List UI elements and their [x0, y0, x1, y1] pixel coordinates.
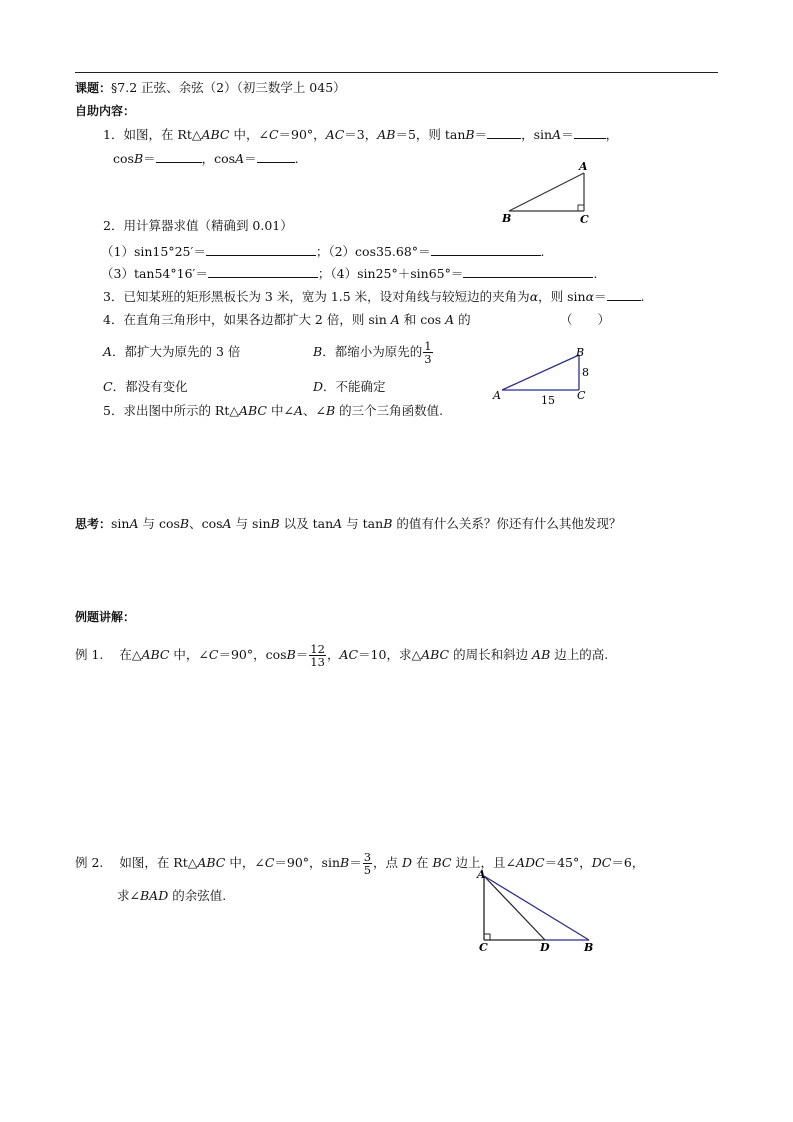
- question-5: [103, 403, 443, 419]
- figure-2-side-bc: 8: [582, 366, 589, 379]
- figure-1-label-b: B: [502, 212, 512, 225]
- text-fragment: C: [208, 647, 219, 662]
- figure-3-label-a: A: [477, 868, 486, 881]
- answer-blank-sinA[interactable]: [574, 126, 606, 139]
- question-2-row-1: [101, 243, 545, 260]
- answer-blank-tanB[interactable]: [487, 126, 521, 139]
- answer-blank-q2-3[interactable]: [208, 265, 318, 278]
- text-fragment: ＝3，: [344, 127, 378, 142]
- question-2-row-2: [101, 265, 597, 282]
- figure-3-label-d: D: [540, 941, 550, 954]
- text-fragment: 中，∠: [229, 127, 269, 142]
- text-fragment: C: [264, 855, 275, 870]
- text-fragment: 与 sin: [231, 516, 271, 531]
- text-fragment: A: [222, 516, 232, 531]
- text-fragment: 求∠: [117, 888, 140, 903]
- text-fragment: B: [133, 151, 144, 166]
- text-fragment: 3．已知某班的矩形黑板长为 3 米，宽为 1.5 米，设对角线与较短边的夹角为: [103, 289, 530, 304]
- figure-2-label-c: C: [577, 389, 586, 402]
- answer-blank-cosA[interactable]: [257, 150, 295, 163]
- title-text: §7.2 正弦、余弦（2）（初三数学上 045）: [111, 80, 346, 95]
- text-fragment: B: [383, 516, 393, 531]
- text-fragment: 的三个三角函数值.: [335, 403, 444, 418]
- question-1-line-1: [103, 126, 618, 143]
- text-fragment: ，sin: [521, 127, 553, 142]
- text-fragment: 例 2.: [75, 855, 104, 870]
- examples-heading: 例题讲解：: [75, 610, 136, 624]
- text-fragment: AC: [339, 647, 359, 662]
- fraction-one-third: [423, 340, 432, 365]
- text-fragment: ABC: [238, 403, 267, 418]
- text-fragment: 5．求出图中所示的 Rt△: [103, 403, 239, 418]
- text-fragment: （2）cos35.68°＝: [328, 244, 431, 259]
- text-fragment: 、∠: [302, 403, 326, 418]
- text-fragment: ＝10，求△: [358, 647, 422, 662]
- text-fragment: AB: [377, 127, 396, 142]
- text-fragment: D: [313, 379, 324, 394]
- lesson-title: [75, 80, 346, 96]
- text-fragment: ，点: [373, 855, 403, 870]
- text-fragment: 和 cos: [399, 312, 446, 327]
- text-fragment: ．都没有变化: [112, 379, 188, 394]
- text-fragment: ＝90°，cos: [218, 647, 287, 662]
- text-fragment: 4．在直角三角形中，如果各边都扩大 2 倍，则 sin: [103, 312, 391, 327]
- think-question: [75, 516, 621, 532]
- text-fragment: cos: [113, 151, 134, 166]
- option-b[interactable]: [313, 340, 434, 365]
- text-fragment: α: [585, 289, 595, 304]
- answer-blank-q2-1[interactable]: [206, 243, 316, 256]
- self-study-heading: 自助内容：: [75, 104, 136, 118]
- text-fragment: （1）sin15°25′＝: [101, 244, 206, 259]
- text-fragment: B: [313, 344, 323, 359]
- text-fragment: 与 tan: [342, 516, 384, 531]
- text-fragment: DC: [591, 855, 612, 870]
- text-fragment: 在: [412, 855, 433, 870]
- text-fragment: 例 1.: [75, 647, 104, 662]
- figure-3-label-c: C: [479, 941, 488, 954]
- text-fragment: 边上的高.: [550, 647, 609, 662]
- question-2-title: 2．用计算器求值（精确到 0.01）: [103, 218, 293, 233]
- text-fragment: AB: [532, 647, 551, 662]
- text-fragment: 与 cos: [138, 516, 180, 531]
- text-fragment: B: [325, 403, 336, 418]
- text-fragment: C: [103, 379, 113, 394]
- text-fragment: ＝: [295, 647, 309, 662]
- text-fragment: ABC: [421, 647, 450, 662]
- question-3: [103, 288, 645, 305]
- text-fragment: ABC: [141, 647, 170, 662]
- text-fragment: ，则 sin: [538, 289, 586, 304]
- text-fragment: 中，∠: [225, 855, 265, 870]
- text-fragment: C: [268, 127, 279, 142]
- text-fragment: ，cos: [201, 151, 236, 166]
- text-fragment: ．都缩小为原先的: [322, 344, 423, 359]
- text-fragment: 以及 tan: [279, 516, 334, 531]
- text-fragment: ＝: [561, 127, 574, 142]
- text-fragment: .: [640, 289, 645, 304]
- text-fragment: .: [540, 244, 545, 259]
- text-fragment: B: [465, 127, 475, 142]
- text-fragment: ＝45°，: [544, 855, 592, 870]
- text-fragment: B: [270, 516, 280, 531]
- text-fragment: （4）sin25°＋sin65°＝: [330, 266, 464, 281]
- text-fragment: 的余弦值.: [168, 888, 227, 903]
- text-fragment: 12: [310, 642, 325, 656]
- text-fragment: 1．如图，在 Rt△: [103, 127, 202, 142]
- text-fragment: A: [445, 312, 455, 327]
- text-fragment: ＝: [474, 127, 488, 142]
- answer-blank-q2-4[interactable]: [463, 265, 593, 278]
- figure-2-label-a: A: [493, 389, 501, 402]
- figure-2-side-ac: 15: [541, 394, 555, 407]
- header-rule: [75, 72, 718, 73]
- text-fragment: ＝6，: [611, 855, 645, 870]
- text-fragment: sin: [111, 516, 130, 531]
- text-fragment: 在△: [119, 647, 142, 662]
- text-fragment: ．不能确定: [323, 379, 386, 394]
- figure-triangle-2: [490, 342, 600, 410]
- text-fragment: A: [293, 403, 303, 418]
- text-fragment: 3: [363, 850, 372, 864]
- fraction-12-13: [309, 643, 326, 668]
- figure-triangle-3: [470, 866, 605, 956]
- figure-triangle-1: [495, 158, 600, 228]
- text-fragment: B: [286, 647, 296, 662]
- text-fragment: 中，∠: [169, 647, 209, 662]
- text-fragment: 边上，且∠: [451, 855, 516, 870]
- text-fragment: ；: [315, 244, 329, 259]
- text-fragment: ＝: [143, 151, 156, 166]
- text-fragment: A: [333, 516, 343, 531]
- fraction-3-5: [363, 851, 372, 876]
- text-fragment: ＝: [244, 151, 257, 166]
- figure-1-label-c: C: [580, 213, 589, 226]
- text-fragment: ABC: [197, 855, 226, 870]
- title-label: 课题：: [75, 81, 112, 95]
- example-1: [75, 643, 608, 668]
- figure-1-label-a: A: [579, 160, 588, 173]
- text-fragment: （3）tan54°16′＝: [101, 266, 208, 281]
- text-fragment: ，: [326, 647, 340, 662]
- text-fragment: 3: [424, 352, 432, 366]
- answer-blank-q2-2[interactable]: [431, 243, 541, 256]
- text-fragment: B: [179, 516, 190, 531]
- text-fragment: α: [529, 289, 539, 304]
- text-fragment: ＝5，则 tan: [395, 127, 466, 142]
- text-fragment: A: [390, 312, 400, 327]
- text-fragment: AC: [325, 127, 345, 142]
- text-fragment: 的值有什么关系？你还有什么其他发现？: [392, 516, 622, 531]
- text-fragment: 中∠: [267, 403, 294, 418]
- text-fragment: ；: [317, 266, 331, 281]
- figure-3-label-b: B: [584, 941, 594, 954]
- text-fragment: ＝: [349, 855, 362, 870]
- text-fragment: D: [402, 855, 413, 870]
- text-fragment: ＝90°，sin: [274, 855, 341, 870]
- text-fragment: .: [294, 151, 299, 166]
- text-fragment: .: [593, 266, 598, 281]
- text-fragment: 如图，在 Rt△: [119, 855, 198, 870]
- text-fragment: BC: [432, 855, 452, 870]
- example-2-line-2: [117, 888, 226, 904]
- text-fragment: 、cos: [189, 516, 223, 531]
- text-fragment: ＝90°，: [278, 127, 326, 142]
- text-fragment: ＝: [594, 289, 607, 304]
- text-fragment: B: [340, 855, 350, 870]
- text-fragment: 的: [454, 312, 471, 327]
- text-fragment: A: [129, 516, 139, 531]
- text-fragment: ADC: [515, 855, 545, 870]
- text-fragment: ABC: [201, 127, 230, 142]
- option-d[interactable]: [313, 379, 386, 395]
- text-fragment: 思考：: [75, 517, 112, 531]
- text-fragment: ，: [605, 127, 619, 142]
- text-fragment: 的周长和斜边: [449, 647, 533, 662]
- option-c[interactable]: [103, 379, 188, 395]
- answer-paren[interactable]: （ ）: [560, 312, 611, 327]
- text-fragment: A: [103, 344, 113, 359]
- figure-2-label-b: B: [576, 346, 585, 359]
- option-a[interactable]: [103, 344, 240, 360]
- text-fragment: A: [235, 151, 245, 166]
- text-fragment: 1: [424, 339, 432, 353]
- answer-blank-cosB[interactable]: [156, 150, 202, 163]
- question-4-stem: [103, 312, 471, 328]
- text-fragment: A: [552, 127, 562, 142]
- text-fragment: 13: [310, 655, 325, 669]
- answer-blank-sin-alpha[interactable]: [607, 288, 641, 301]
- text-fragment: 5: [363, 863, 372, 877]
- text-fragment: ．都扩大为原先的 3 倍: [112, 344, 241, 359]
- text-fragment: BAD: [139, 888, 169, 903]
- question-1-line-2: [113, 150, 299, 167]
